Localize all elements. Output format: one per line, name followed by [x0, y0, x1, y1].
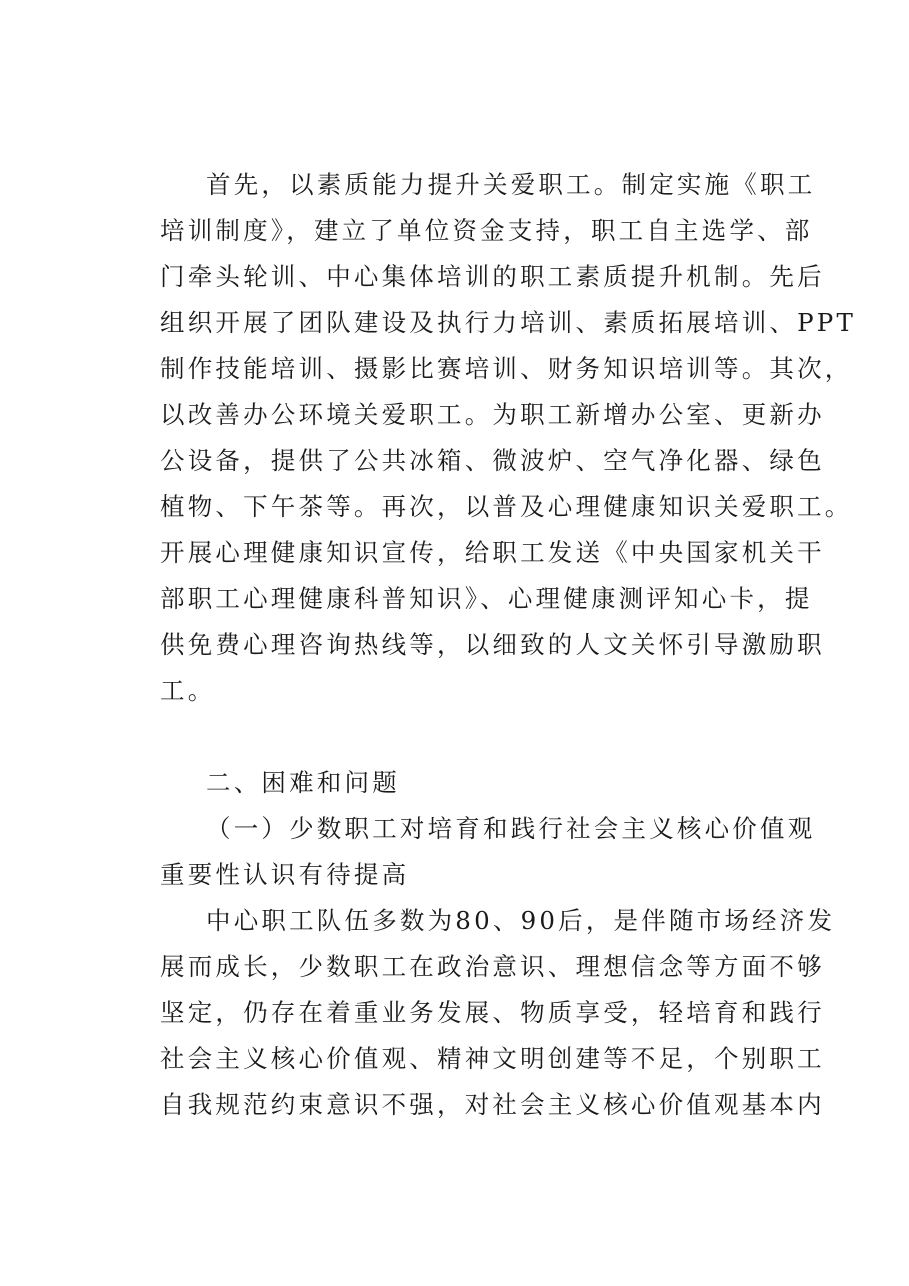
paragraph-line: 坚定，仍存在着重业务发展、物质享受，轻培育和践行 — [160, 998, 825, 1027]
paragraph-line: 门牵头轮训、中心集体培训的职工素质提升机制。先后 — [160, 262, 825, 291]
paragraph-line: 以改善办公环境关爱职工。为职工新增办公室、更新办 — [160, 400, 825, 429]
paragraph-line: 供免费心理咨询热线等，以细致的人文关怀引导激励职 — [160, 630, 825, 659]
paragraph-line: 中心职工队伍多数为80、90后，是伴随市场经济发 — [206, 906, 836, 935]
paragraph-line: 社会主义核心价值观、精神文明创建等不足，个别职工 — [160, 1044, 825, 1073]
paragraph-line: 培训制度》，建立了单位资金支持，职工自主选学、部 — [160, 216, 813, 245]
paragraph-line: 首先，以素质能力提升关爱职工。制定实施《职工 — [206, 170, 816, 199]
subsection-heading-line: 重要性认识有待提高 — [160, 860, 410, 889]
subsection-heading-line: （一）少数职工对培育和践行社会主义核心价值观 — [206, 814, 816, 843]
paragraph-line: 公设备，提供了公共冰箱、微波炉、空气净化器、绿色 — [160, 446, 825, 475]
paragraph-line: 自我规范约束意识不强，对社会主义核心价值观基本内 — [160, 1090, 825, 1119]
paragraph-line: 制作技能培训、摄影比赛培训、财务知识培训等。其次， — [160, 354, 853, 383]
paragraph-line: 开展心理健康知识宣传，给职工发送《中央国家机关干 — [160, 538, 825, 567]
section-heading: 二、困难和问题 — [206, 768, 400, 797]
paragraph-line: 组织开展了团队建设及执行力培训、素质拓展培训、PPT — [160, 308, 857, 337]
paragraph-line: 展而成长，少数职工在政治意识、理想信念等方面不够 — [160, 952, 825, 981]
paragraph-line: 工。 — [160, 676, 216, 705]
paragraph-line: 植物、下午茶等。再次，以普及心理健康知识关爱职工。 — [160, 492, 853, 521]
paragraph-line: 部职工心理健康科普知识》、心理健康测评知心卡，提 — [160, 584, 813, 613]
